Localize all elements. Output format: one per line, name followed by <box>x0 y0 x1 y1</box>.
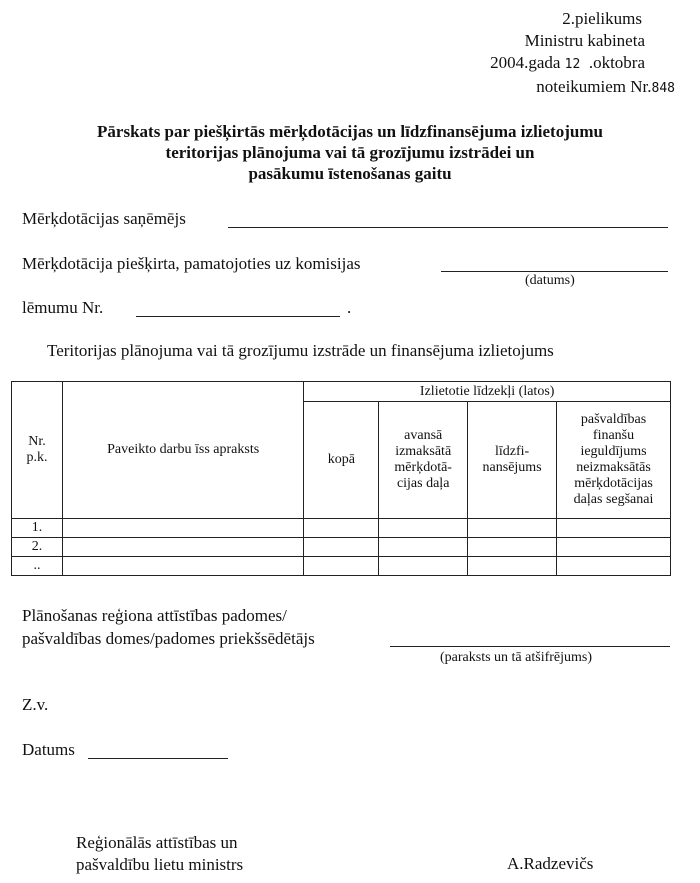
title-line-3: pasākumu īstenošanas gaitu <box>248 164 452 183</box>
annex-month: .oktobra <box>588 53 645 72</box>
header-row-number: Nr. p.k. <box>12 382 63 519</box>
signature-label-line-1: Plānošanas reģiona attīstības padomes/ <box>22 606 287 625</box>
header-municipal-investment: pašvaldības finanšu ieguldījums neizmaksātās mērķdotācijas daļas segšanai <box>557 402 671 519</box>
row-number: 2. <box>12 538 63 557</box>
table-row <box>12 557 671 576</box>
recipient-label: Mērķdotācijas saņēmējs <box>22 209 186 228</box>
signature-label <box>22 604 315 650</box>
table-row <box>12 519 671 538</box>
annex-title: 2.pielikums <box>562 9 642 28</box>
row-number: 1. <box>12 519 63 538</box>
table-cell[interactable] <box>379 557 468 576</box>
table-cell[interactable] <box>468 557 557 576</box>
annex-date-line <box>490 52 645 76</box>
header-cofinancing: līdzfi- nansējums <box>468 402 557 519</box>
annex-year: 2004.gada <box>490 53 561 72</box>
table-cell[interactable] <box>62 538 303 557</box>
table-cell[interactable] <box>304 557 379 576</box>
minister-title-line-2: pašvaldību lietu ministrs <box>76 855 244 874</box>
header-total: kopā <box>304 402 379 519</box>
signature-caption: (paraksts un tā atšifrējums) <box>440 650 593 665</box>
table-cell[interactable] <box>468 538 557 557</box>
annex-issuer: Ministru kabineta <box>524 31 645 50</box>
signature-label-line-2: pašvaldības domes/padomes priekšsēdētājs <box>22 629 315 648</box>
minister-name: A.Radzevičs <box>507 854 594 873</box>
decision-number-line[interactable] <box>136 316 340 317</box>
table-cell[interactable] <box>557 538 671 557</box>
expenditure-table <box>11 381 671 576</box>
decision-label: lēmumu Nr. <box>22 298 104 317</box>
annex-reg-line <box>520 76 675 100</box>
title-line-2: teritorijas plānojuma vai tā grozījumu izstrādei un <box>165 143 535 162</box>
header-description: Paveikto darbu īss apraksts <box>62 382 303 519</box>
signature-line[interactable] <box>390 646 670 647</box>
title-line-1: Pārskats par piešķirtās mērķdotācijas un līdzfinansējuma izlietojumu <box>97 122 603 141</box>
table-cell[interactable] <box>62 519 303 538</box>
decision-period: . <box>347 298 352 317</box>
header-advance: avansā izmaksātā mērķdotā- cijas daļa <box>379 402 468 519</box>
stamp-place-label: Z.v. <box>22 695 49 714</box>
table-cell[interactable] <box>304 519 379 538</box>
date-label: Datums <box>22 740 75 759</box>
annex-reg-number: 848 <box>651 81 675 96</box>
table-cell[interactable] <box>304 538 379 557</box>
date-line[interactable] <box>88 758 228 759</box>
table-cell[interactable] <box>379 538 468 557</box>
annex-header <box>490 8 675 100</box>
minister-title-line-1: Reģionālās attīstības un <box>76 833 238 852</box>
section-heading: Teritorijas plānojuma vai tā grozījumu izstrāde un finansējuma izlietojums <box>47 341 554 360</box>
document-title <box>20 121 680 184</box>
table-cell[interactable] <box>557 519 671 538</box>
date-caption: (datums) <box>525 273 575 288</box>
table-row <box>12 538 671 557</box>
table-cell[interactable] <box>62 557 303 576</box>
commission-date-line[interactable] <box>441 271 668 272</box>
table-cell[interactable] <box>468 519 557 538</box>
annex-day: 12 <box>564 57 581 72</box>
table-cell[interactable] <box>557 557 671 576</box>
header-funds-used: Izlietotie līdzekļi (latos) <box>304 382 671 402</box>
table-cell[interactable] <box>379 519 468 538</box>
minister-title <box>76 832 243 876</box>
annex-reg-label: noteikumiem Nr. <box>536 77 652 96</box>
granted-label: Mērķdotācija piešķirta, pamatojoties uz komisijas <box>22 254 361 273</box>
row-number: .. <box>12 557 63 576</box>
recipient-field-line[interactable] <box>228 227 668 228</box>
